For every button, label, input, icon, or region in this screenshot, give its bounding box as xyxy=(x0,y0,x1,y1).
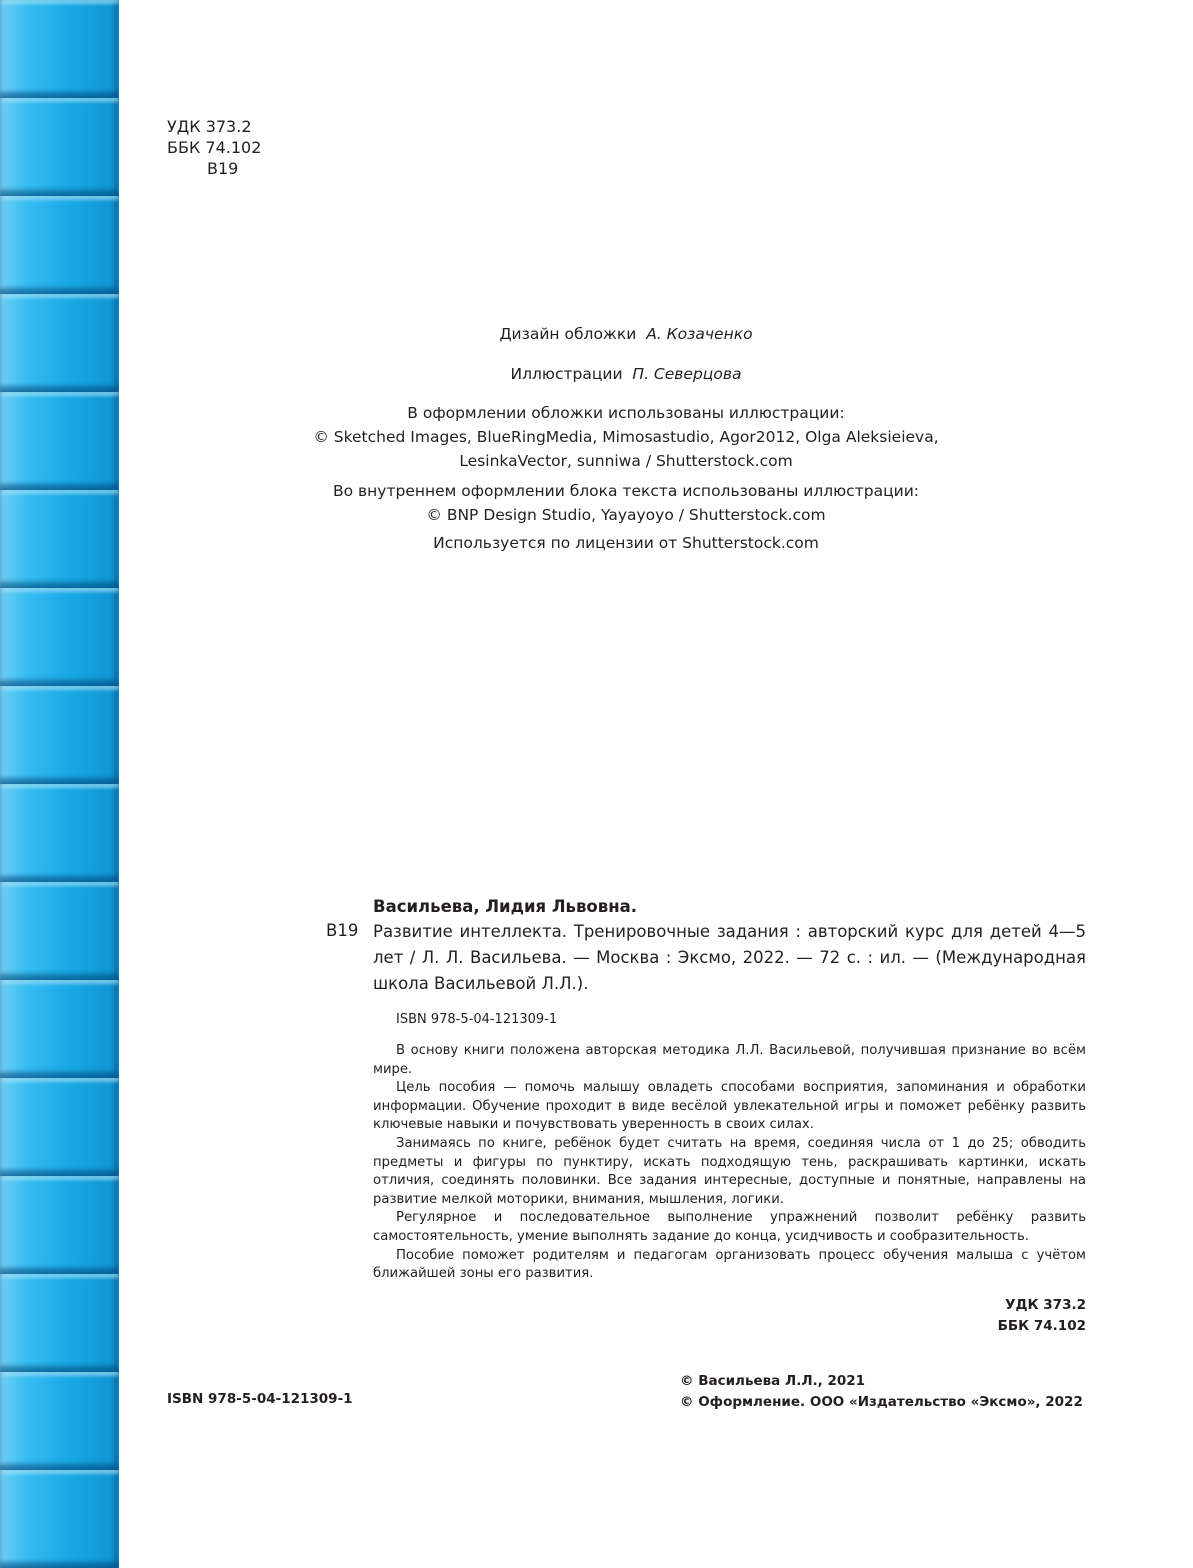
cover-design-credit xyxy=(300,322,952,346)
decorative-tile xyxy=(0,490,119,588)
annotation-paragraph: Регулярное и последовательное выполнение упражнений позволит ребёнку развить самостоятельность, умение выполнять задание до конца, усидчивость и сообразительность. xyxy=(373,1210,1086,1244)
decorative-tile xyxy=(0,196,119,294)
decorative-tile xyxy=(0,294,119,392)
copyright-design: © Оформление. ООО «Издательство «Эксмо», 2022 xyxy=(680,1394,1083,1410)
decorative-tile xyxy=(0,1470,119,1568)
decorative-tile xyxy=(0,1372,119,1470)
cover-illustrations-line2: LesinkaVector, sunniwa / Shutterstock.com xyxy=(459,452,793,470)
annotation-paragraph: Занимаясь по книге, ребёнок будет считать на время, соединяя числа от 1 до 25; обводить предметы и фигуры по пунктиру, искать подходящую тень, раскрашивать картинки, искать отличия, соединять половинки. Все задания интересные, доступные и понятные, направлены на развитие мелкой моторики, внимания, мышления, логики. xyxy=(373,1135,1086,1207)
annotation xyxy=(373,1042,1086,1284)
inner-illustrations-heading: Во внутреннем оформлении блока текста использованы иллюстрации: xyxy=(332,482,919,500)
decorative-tile xyxy=(0,98,119,196)
footer-isbn: ISBN 978-5-04-121309-1 xyxy=(167,1391,353,1407)
author-mark: В19 xyxy=(207,159,239,178)
license-line: Используется по лицензии от Shutterstock.com xyxy=(433,534,819,552)
decorative-tile xyxy=(0,686,119,784)
copyright-author: © Васильева Л.Л., 2021 xyxy=(680,1373,866,1389)
footer-classification xyxy=(970,1295,1086,1337)
inner-illustrations-line: © BNP Design Studio, Yayayoyo / Shutterstock.com xyxy=(426,506,826,524)
cover-design-name: А. Козаченко xyxy=(646,325,753,343)
cover-design-label: Дизайн обложки xyxy=(499,325,637,343)
decorative-tile-strip xyxy=(0,0,119,1565)
bibliography-code: В19 xyxy=(326,921,359,940)
illustrations-label: Иллюстрации xyxy=(510,365,623,383)
copyright-block xyxy=(680,1371,1083,1413)
decorative-tile xyxy=(0,588,119,686)
decorative-tile xyxy=(0,980,119,1078)
annotation-paragraph: В основу книги положена авторская методика Л.Л. Васильевой, получившая признание во всём мире. xyxy=(373,1043,1086,1077)
decorative-tile xyxy=(0,1274,119,1372)
cover-illustrations-heading: В оформлении обложки использованы иллюстрации: xyxy=(407,404,845,422)
classification-codes xyxy=(167,116,261,179)
bibliography-description: Развитие интеллекта. Тренировочные задания : авторский курс для детей 4—5 лет / Л. Л. Васильева. — Москва : Эксмо, 2022. — 72 с. : ил. — (Международная школа Васильевой Л.Л.). xyxy=(373,922,1086,993)
bibliography-isbn: ISBN 978-5-04-121309-1 xyxy=(396,1012,558,1027)
annotation-paragraph: Пособие поможет родителям и педагогам организовать процесс обучения малыша с учётом ближайшей зоны его развития. xyxy=(373,1247,1086,1282)
decorative-tile xyxy=(0,1176,119,1274)
footer-bbk: ББК 74.102 xyxy=(997,1318,1086,1334)
annotation-paragraph: Цель пособия — помочь малышу овладеть способами восприятия, запоминания и обработки информации. Обучение проходит в виде весёлой увлекательной игры и поможет ребёнку развить ключевые навыки и почувствовать уверенность в своих силах. xyxy=(373,1080,1086,1133)
cover-illustrations-block xyxy=(300,401,952,473)
cover-illustrations-line1: © Sketched Images, BlueRingMedia, Mimosastudio, Agor2012, Olga Aleksieieva, xyxy=(313,428,939,446)
decorative-tile xyxy=(0,1078,119,1176)
bibliography-author: Васильева, Лидия Львовна. xyxy=(373,897,637,916)
inner-illustrations-block xyxy=(300,479,952,527)
decorative-tile xyxy=(0,392,119,490)
illustrations-name: П. Северцова xyxy=(632,365,742,383)
decorative-tile xyxy=(0,784,119,882)
illustrations-credit xyxy=(300,362,952,386)
footer-udk: УДК 373.2 xyxy=(1005,1297,1086,1313)
decorative-tile xyxy=(0,882,119,980)
udk-code: УДК 373.2 xyxy=(167,117,252,136)
decorative-tile xyxy=(0,0,119,98)
bbk-code: ББК 74.102 xyxy=(167,138,262,157)
